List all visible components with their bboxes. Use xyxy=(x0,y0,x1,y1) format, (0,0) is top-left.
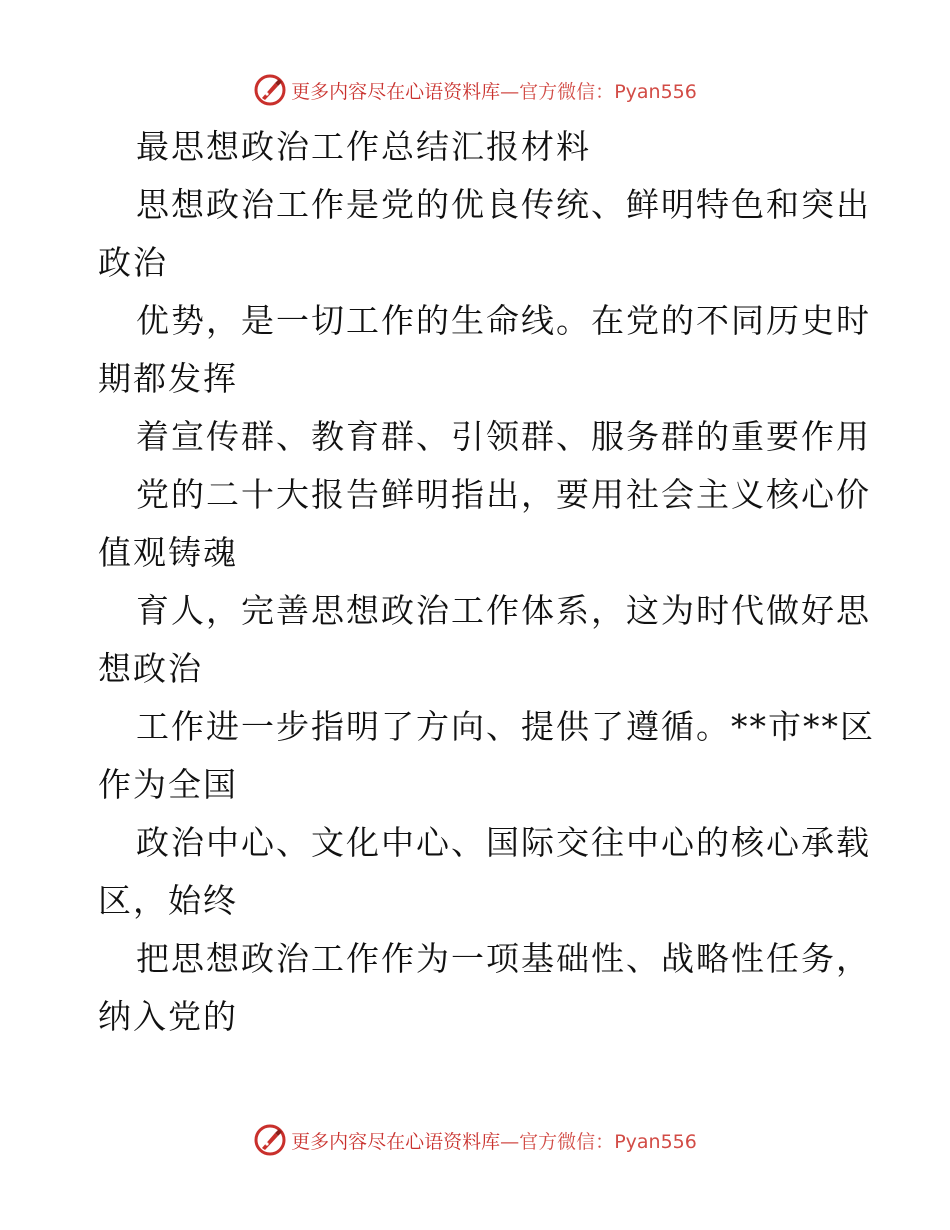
banner-main-text: 更多内容尽在心语资料库 xyxy=(291,1130,501,1153)
banner-official-label: 官方微信： xyxy=(519,1130,615,1153)
document-line: 着宣传群、教育群、引领群、服务群的重要作用 xyxy=(136,417,871,456)
document-line: 区，始终 xyxy=(98,881,238,920)
banner-official-label: 官方微信： xyxy=(519,80,615,103)
banner-dash: — xyxy=(500,80,520,103)
document-line: 育人，完善思想政治工作体系，这为时代做好思 xyxy=(136,591,871,630)
document-line: 政治 xyxy=(98,243,168,282)
document-body xyxy=(98,118,875,1046)
document-line: 政治中心、文化中心、国际交往中心的核心承载 xyxy=(136,823,871,862)
document-line: 党的二十大报告鲜明指出，要用社会主义核心价 xyxy=(136,475,871,514)
banner-text xyxy=(291,77,697,104)
document-line: 想政治 xyxy=(98,649,203,688)
document-line: 值观铸魂 xyxy=(98,533,238,572)
document-line: 期都发挥 xyxy=(98,359,238,398)
header-banner xyxy=(0,70,950,110)
banner-wechat-id: Pyan556 xyxy=(614,1130,697,1153)
banner-text xyxy=(291,1127,697,1154)
document-line: 把思想政治工作作为一项基础性、战略性任务， xyxy=(136,939,871,978)
pen-logo-icon xyxy=(253,1123,287,1157)
document-line: 工作进一步指明了方向、提供了遵循。**市**区 xyxy=(136,707,875,746)
document-line: 纳入党的 xyxy=(98,997,238,1036)
document-line: 思想政治工作是党的优良传统、鲜明特色和突出 xyxy=(136,185,871,224)
footer-banner xyxy=(0,1120,950,1160)
document-title: 最思想政治工作总结汇报材料 xyxy=(136,127,591,166)
document-line: 优势，是一切工作的生命线。在党的不同历史时 xyxy=(136,301,871,340)
banner-main-text: 更多内容尽在心语资料库 xyxy=(291,80,501,103)
pen-logo-icon xyxy=(253,73,287,107)
document-line: 作为全国 xyxy=(98,765,238,804)
banner-wechat-id: Pyan556 xyxy=(614,80,697,103)
banner-dash: — xyxy=(500,1130,520,1153)
